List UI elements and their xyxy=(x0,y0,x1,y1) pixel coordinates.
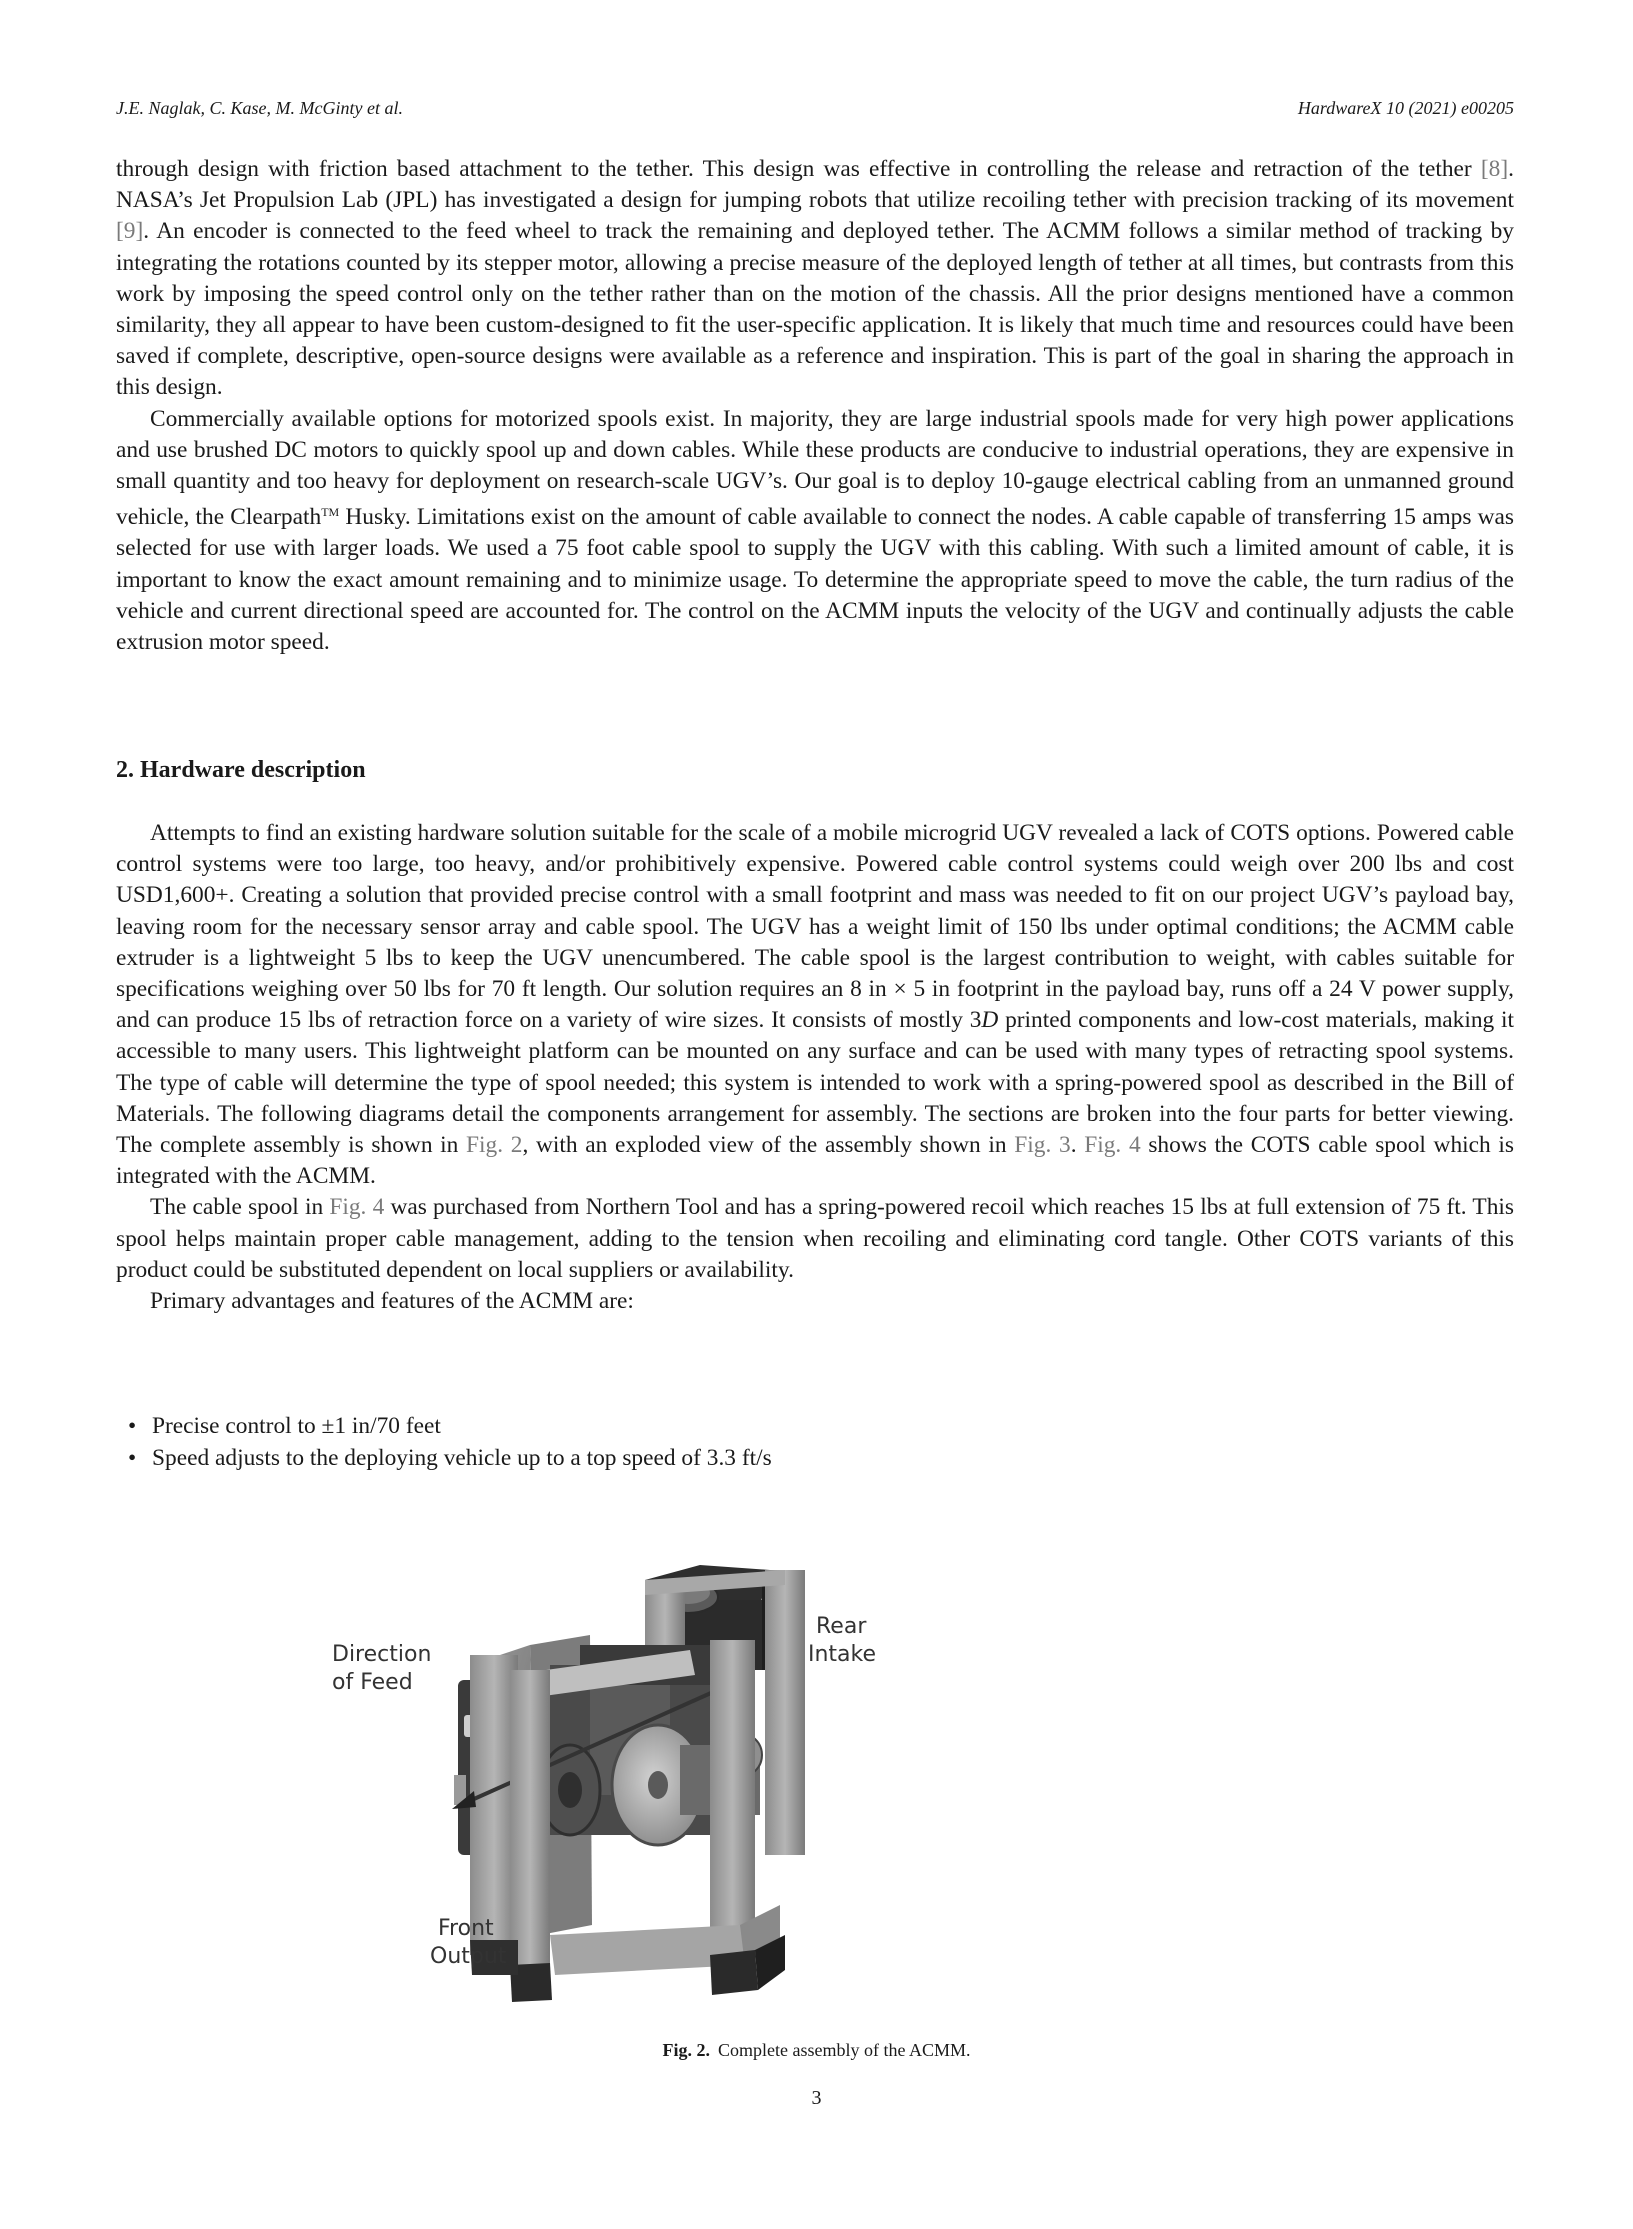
label-line: Output xyxy=(430,1944,507,1969)
page-number: 3 xyxy=(811,2087,822,2109)
running-head-authors: J.E. Naglak, C. Kase, M. McGinty et al. xyxy=(116,98,403,118)
paragraph: Primary advantages and features of the ACMM are: xyxy=(150,1288,634,1315)
list-item: • Precise control to ±1 in/70 feet xyxy=(128,1410,772,1442)
label-line: Rear xyxy=(816,1614,867,1639)
label-front-output xyxy=(430,1915,506,1971)
label-line: Direction xyxy=(332,1642,432,1667)
running-head-journal: HardwareX 10 (2021) e00205 xyxy=(1297,98,1514,118)
italic-d: D xyxy=(981,1007,999,1034)
caption-text: Complete assembly of the ACMM. xyxy=(718,2040,971,2060)
acmm-assembly-figure xyxy=(332,1545,1200,2025)
label-line: Front xyxy=(438,1916,494,1941)
text-run: . xyxy=(1070,1132,1085,1159)
text-run: Commercially available options for motorized spools exist. In majority, they are large industrial spools made for very high power applications and use brushed DC motors to quickly spool up and down cables. While these products are conducive to industrial operations, they are expensive in small quantity and too heavy for deployment on research-scale UGV’s. Our goal is to deploy 10-gauge electrical cabling from an unmanned ground vehicle, the Clearpath xyxy=(116,405,1514,531)
citation-link[interactable]: [9] xyxy=(116,218,144,245)
label-rear-intake xyxy=(808,1613,876,1669)
figure-link[interactable]: Fig. 4 xyxy=(1084,1132,1141,1159)
figure-number: Fig. 2. xyxy=(662,2040,710,2060)
section-heading: 2. Hardware description xyxy=(116,757,366,783)
list-item: • Speed adjusts to the deploying vehicle up to a top speed of 3.3 ft/s xyxy=(128,1442,772,1474)
text-run: The cable spool in xyxy=(150,1194,330,1221)
text-run: . NASA’s Jet Propulsion Lab (JPL) has investigated a design for jumping robots that utilize recoiling tether with precision tracking of its movement xyxy=(116,156,1514,214)
citation-link[interactable]: [8] xyxy=(1480,156,1509,182)
paragraph xyxy=(116,1192,1514,1286)
label-line: of Feed xyxy=(332,1670,413,1695)
figure-link[interactable]: Fig. 2 xyxy=(466,1132,523,1159)
figure-link[interactable]: Fig. 3 xyxy=(1014,1132,1071,1159)
trademark-mark: TM xyxy=(321,505,340,520)
text-run: Husky. Limitations exist on the amount of cable available to connect the nodes. A cable capable of transferring 15 amps was selected for use with larger loads. We used a 75 foot cable spool to supply the UGV with this cabling. With such a limited amount of cable, it is important to know the exact amount remaining and to minimize usage. To determine the appropriate speed to move the cable, the turn radius of the vehicle and current directional speed are accounted for. The control on the ACMM inputs the velocity of the UGV and continually adjusts the cable extrusion motor speed. xyxy=(116,504,1514,656)
text-run: through design with friction based attachment to the tether. This design was effective in controlling the release and retraction of the tether xyxy=(116,156,1481,182)
figure-caption xyxy=(0,2040,1633,2061)
label-direction-of-feed xyxy=(332,1641,431,1697)
running-head xyxy=(116,98,1514,124)
text-run: , with an exploded view of the assembly shown in xyxy=(522,1132,1015,1159)
intro-text xyxy=(116,154,1514,658)
paragraph xyxy=(116,154,1514,404)
label-line: Intake xyxy=(808,1642,877,1667)
text-run: Attempts to find an existing hardware solution suitable for the scale of a mobile microgrid UGV revealed a lack of COTS options. Powered cable control systems were too large, too heavy, and/or prohibitively expensive. Powered cable control systems could weigh over 200 lbs and cost USD1,600+. Creating a solution that provided precise control with a small footprint and mass was needed to fit on our project UGV’s payload bay, leaving room for the necessary sensor array and cable spool. The UGV has a weight limit of 150 lbs under optimal conditions; the ACMM cable extruder is a lightweight 5 lbs to keep the UGV unencumbered. The cable spool is the largest contribution to weight, with cables suitable for specifications weighing over 50 lbs for 70 ft length. Our solution requires an 8 in × 5 in footprint in the payload bay, runs off a 24 V power supply, and can produce 15 lbs of retraction force on a variety of wire sizes. It consists of mostly 3 xyxy=(116,820,1514,1034)
feature-list xyxy=(128,1410,772,1474)
figure-link[interactable]: Fig. 4 xyxy=(329,1194,385,1221)
paragraph xyxy=(116,404,1514,659)
section-text xyxy=(116,818,1514,1317)
text-run: . An encoder is connected to the feed wheel to track the remaining and deployed tether. The ACMM follows a similar method of tracking by integrating the rotations counted by its stepper motor, allowing a precise measure of the deployed length of tether at all times, but contrasts from this work by imposing the speed control only on the tether rather than on the motion of the chassis. All the prior designs mentioned have a common similarity, they all appear to have been custom-designed to fit the user-specific application. It is likely that much time and resources could have been saved if complete, descriptive, open-source designs were available as a reference and inspiration. This is part of the goal in sharing the approach in this design. xyxy=(116,218,1514,401)
paragraph xyxy=(116,818,1514,1192)
text-run: was purchased from Northern Tool and has a spring-powered recoil which reaches 15 lbs at full extension of 75 ft. This spool helps maintain proper cable management, adding to the tension when recoiling and eliminating cord tangle. Other COTS variants of this product could be substituted dependent on local suppliers or availability. xyxy=(116,1194,1514,1283)
text-run: printed components and low-cost materials, making it accessible to many users. This lightweight platform can be mounted on any surface and can be used with many types of retracting spool systems. The type of cable will determine the type of spool needed; this system is intended to work with a spring-powered spool as described in the Bill of Materials. The following diagrams detail the components arrangement for assembly. The sections are broken into the four parts for better viewing. The complete assembly is shown in xyxy=(116,1007,1514,1159)
text-run: shows the COTS cable spool which is integrated with the ACMM. xyxy=(116,1132,1514,1190)
